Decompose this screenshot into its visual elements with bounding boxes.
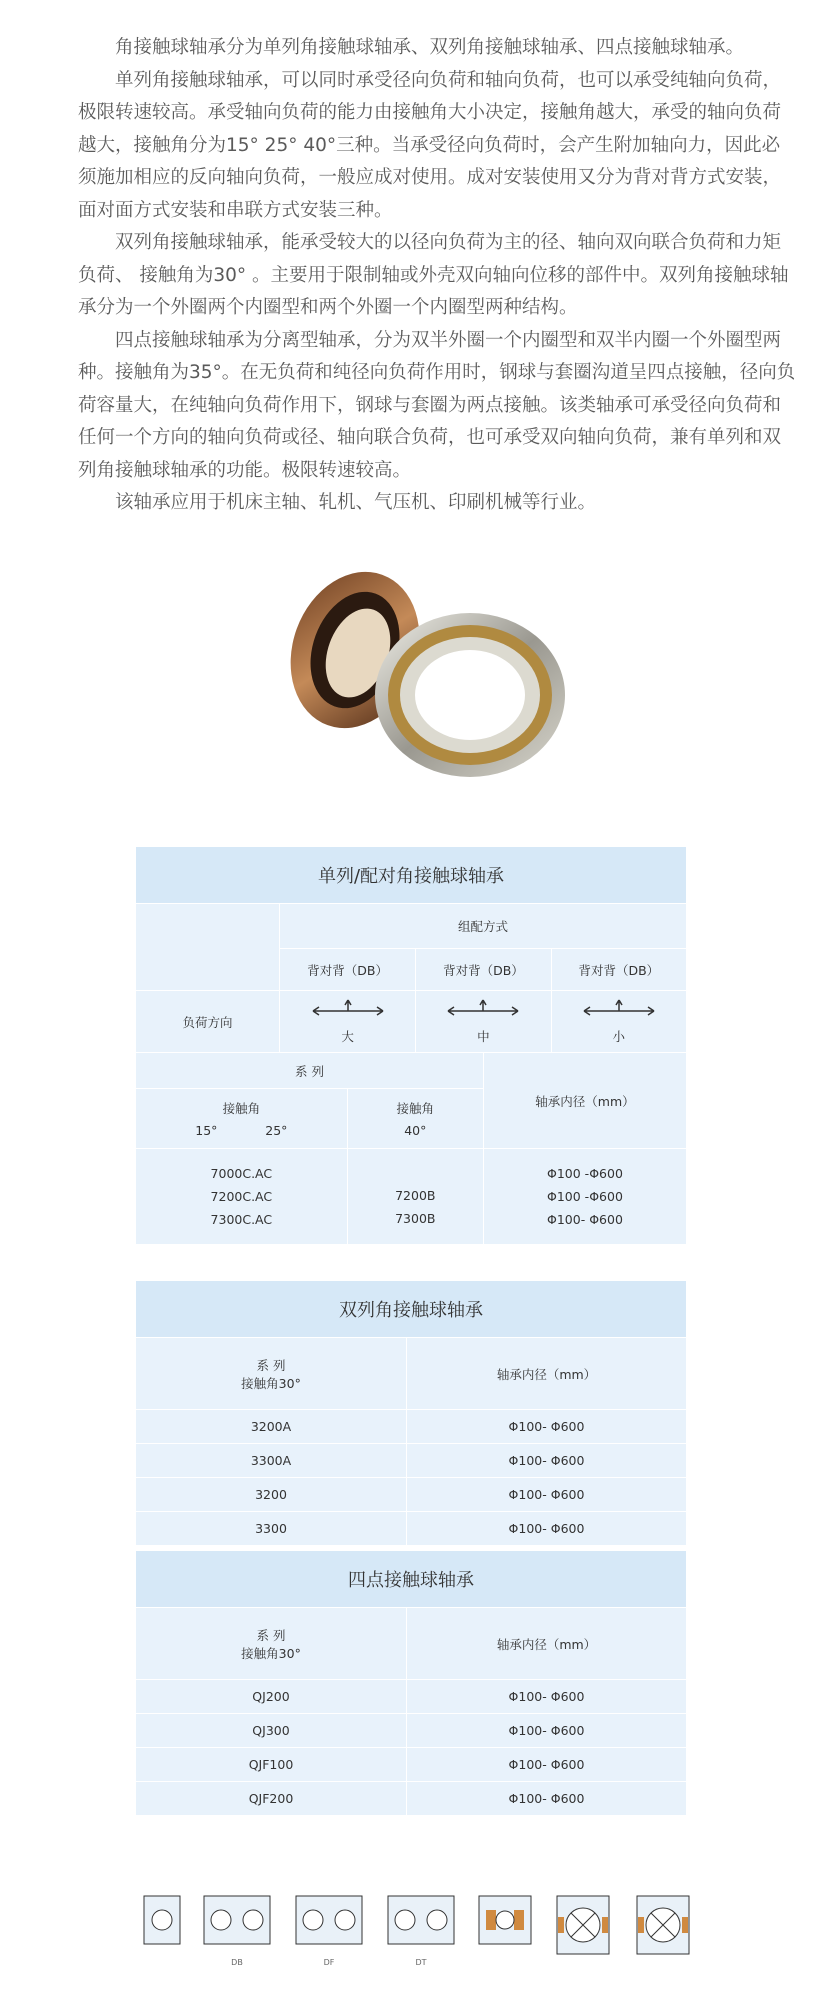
intro-paragraph: 单列角接触球轴承，可以同时承受径向负荷和轴向负荷，也可以承受纯轴向负荷，极限转速较高。承受轴向负荷的能力由接触角大小决定，接触角越大，承受的轴向负荷越大，接触角分为15° 25° 40°三种。当承受径向负荷时，会产生附加轴向力，因此必须施加相应的反向轴向负荷，一般应成对使用。成对安装使用又分为背对背方式安装，面对面方式安装和串联方式安装三种。 <box>78 69 782 221</box>
bearing-photo <box>280 555 580 785</box>
contact-angle-label: 接触角30° <box>241 1375 301 1391</box>
bore-value: Φ100- Φ600 <box>407 1748 687 1782</box>
load-arrow-icon <box>443 998 523 1024</box>
single-row-table <box>135 846 687 1245</box>
table-title: 单列/配对角接触球轴承 <box>136 847 687 904</box>
bore-label: 轴承内径（mm） <box>407 1608 687 1680</box>
intro-text <box>78 32 798 520</box>
contact-angle-label: 接触角 <box>222 1101 261 1116</box>
series-label: 系 列 <box>256 1627 286 1643</box>
contact-angle-value: 25° <box>265 1123 288 1138</box>
intro-paragraph: 四点接触球轴承为分离型轴承，分为双半外圈一个内圈型和双半内圈一个外圈型两种。接触角为35°。在无负荷和纯径向负荷作用时，钢球与套圈沟道呈四点接触，径向负荷容量大，在纯轴向负荷作用下，钢球与套圈为两点接触。该类轴承可承受径向负荷和任何一个方向的轴向负荷或径、轴向联合负荷，也可承受双向轴向负荷，兼有单列和双列角接触球轴承的功能。极限转速较高。 <box>78 329 796 481</box>
bore-value: Φ100- Φ600 <box>407 1410 687 1444</box>
diagram-label: DB <box>231 1958 243 1967</box>
series-value: 3300A <box>136 1444 407 1478</box>
contact-angle-value: 40° <box>404 1123 427 1138</box>
bearing-diagram-icon <box>295 1895 363 1945</box>
load-arrow-icon <box>308 998 388 1024</box>
series-value: 7300B <box>395 1210 436 1226</box>
series-value: 3200A <box>136 1410 407 1444</box>
series-value: QJF200 <box>136 1782 407 1816</box>
series-value: QJF100 <box>136 1748 407 1782</box>
series-value: 7200C.AC <box>210 1189 273 1204</box>
bore-value: Φ100- Φ600 <box>407 1714 687 1748</box>
load-level: 大 <box>341 1029 354 1044</box>
series-value: 3300 <box>136 1512 407 1546</box>
bore-value: Φ100- Φ600 <box>407 1680 687 1714</box>
bore-value: Φ100- Φ600 <box>407 1478 687 1512</box>
series-label: 系 列 <box>256 1357 286 1373</box>
arrangement-label: 背对背（DB） <box>280 949 416 991</box>
diagram-label: DT <box>415 1958 427 1967</box>
arrangement-label: 背对背（DB） <box>416 949 551 991</box>
bore-label: 轴承内径（mm） <box>483 1053 686 1149</box>
bore-value: Φ100 -Φ600 <box>547 1166 623 1181</box>
series-value: 7000C.AC <box>210 1166 273 1181</box>
contact-angle-label: 接触角30° <box>241 1645 301 1661</box>
series-label: 系 列 <box>136 1053 484 1089</box>
table-title: 双列角接触球轴承 <box>136 1281 687 1338</box>
bore-value: Φ100 -Φ600 <box>547 1189 623 1204</box>
series-value: 7300C.AC <box>210 1212 273 1227</box>
assembly-label: 组配方式 <box>280 904 687 949</box>
bore-label: 轴承内径（mm） <box>407 1338 687 1410</box>
bore-value: Φ100- Φ600 <box>547 1212 623 1227</box>
series-value: QJ200 <box>136 1680 407 1714</box>
load-direction-label: 负荷方向 <box>136 991 280 1053</box>
arrangement-label: 背对背（DB） <box>551 949 686 991</box>
four-point-table <box>135 1550 687 1816</box>
series-value: 7200B <box>395 1187 436 1203</box>
bearing-diagram-icon <box>636 1895 690 1955</box>
bearing-diagram-icon <box>478 1895 532 1945</box>
load-level: 小 <box>612 1029 626 1044</box>
double-row-table <box>135 1280 687 1546</box>
contact-angle-value: 15° <box>195 1123 218 1138</box>
bearing-diagram-icon <box>203 1895 271 1945</box>
diagram-label: DF <box>323 1958 335 1967</box>
table-title: 四点接触球轴承 <box>136 1551 687 1608</box>
intro-paragraph: 角接触球轴承分为单列角接触球轴承、双列角接触球轴承、四点接触球轴承。 <box>115 37 745 58</box>
load-arrow-icon <box>579 998 659 1024</box>
bearing-diagram-icon <box>143 1895 181 1945</box>
contact-angle-label: 接触角 <box>396 1101 435 1116</box>
intro-paragraph: 该轴承应用于机床主轴、轧机、气压机、印刷机械等行业。 <box>115 492 597 513</box>
bore-value: Φ100- Φ600 <box>407 1782 687 1816</box>
bearing-diagram-icon <box>387 1895 455 1945</box>
bore-value: Φ100- Φ600 <box>407 1444 687 1478</box>
series-value: 3200 <box>136 1478 407 1512</box>
bore-value: Φ100- Φ600 <box>407 1512 687 1546</box>
intro-paragraph: 双列角接触球轴承，能承受较大的以径向负荷为主的径、轴向双向联合负荷和力矩负荷、 接触角为30° 。主要用于限制轴或外壳双向轴向位移的部件中。双列角接触球轴承分为一个外圈两个内圈型和两个外圈一个内圈型两种结构。 <box>78 232 789 318</box>
series-value: QJ300 <box>136 1714 407 1748</box>
bearing-diagram-icon <box>556 1895 610 1955</box>
load-level: 中 <box>477 1029 490 1044</box>
